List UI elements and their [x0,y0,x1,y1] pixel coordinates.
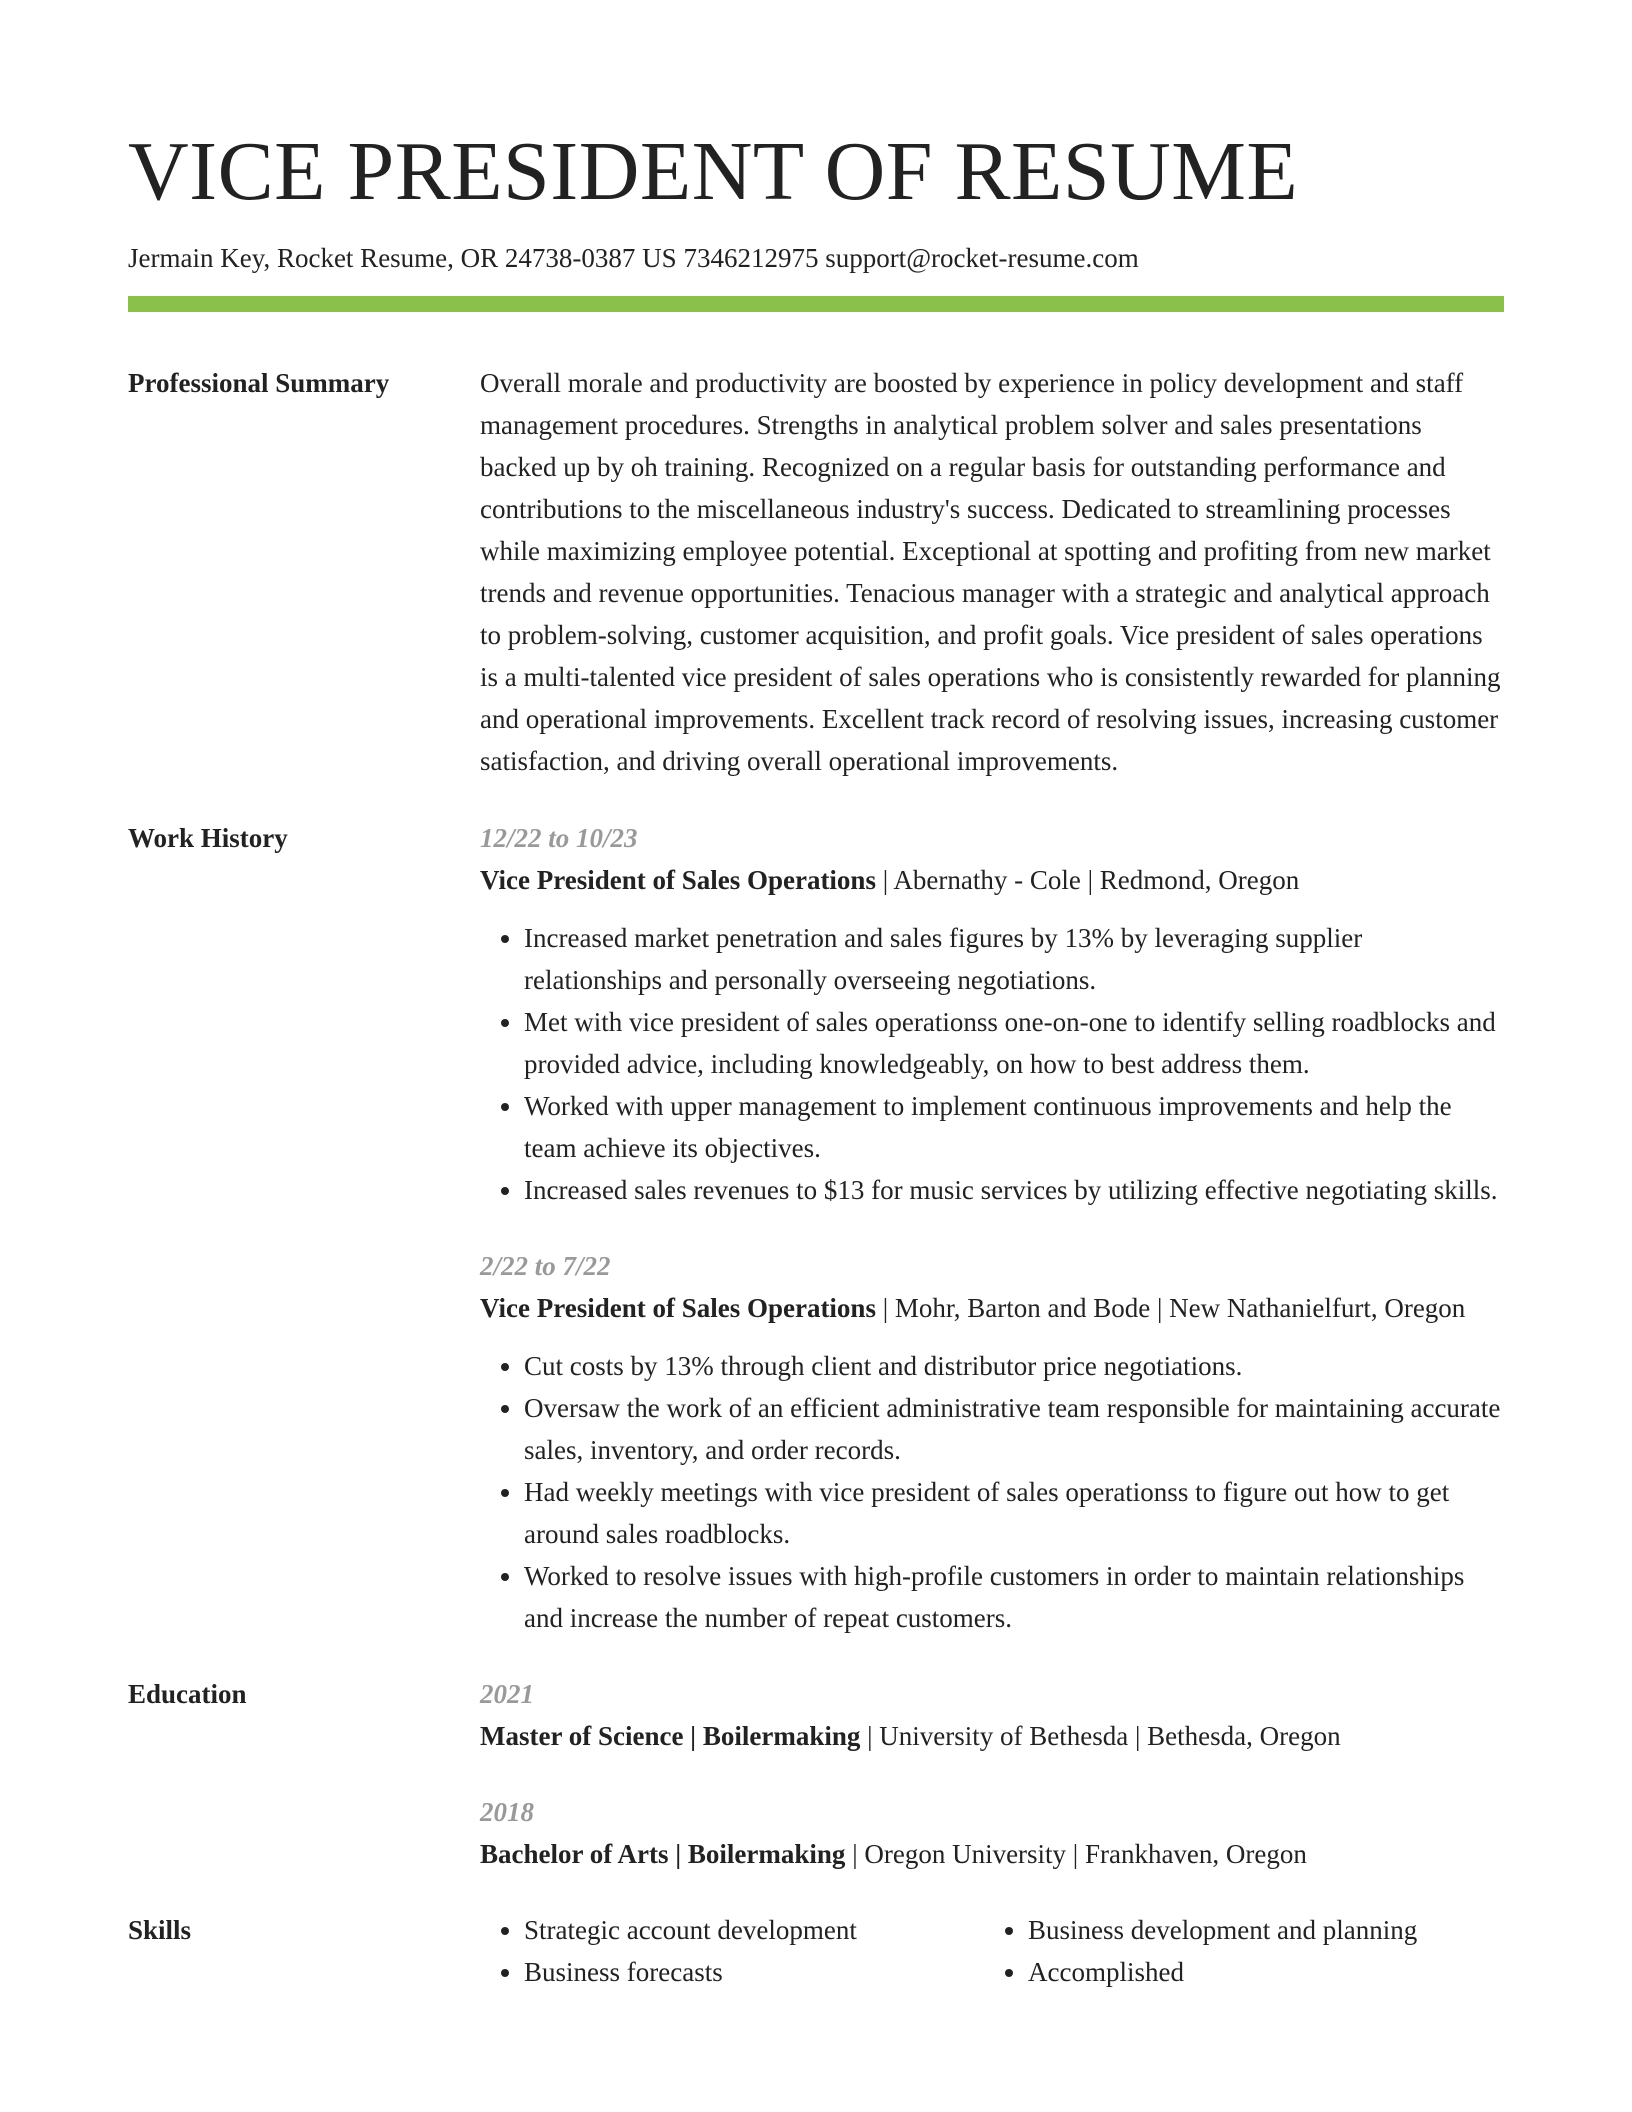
resume-title: VICE PRESIDENT OF RESUME [128,125,1299,218]
degree-details: | Oregon University | Frankhaven, Oregon [845,1839,1307,1869]
degree-entry [480,1791,1504,1875]
contact-line [128,240,1504,276]
education-section [128,1673,1504,1875]
degree-line [480,1833,1504,1875]
degree-entry [480,1673,1504,1757]
header-accent-rule [128,296,1504,312]
degree-title: Master of Science | Boilermaking [480,1721,861,1751]
job-title: Vice President of Sales Operations [480,865,876,895]
list-item: • Worked with upper management to implement continuous improvements and help the team achieve its objectives. [524,1085,1504,1169]
list-item: • Strategic account development [524,1909,984,1951]
summary-text: Overall morale and productivity are boosted by experience in policy development and staff management procedures. Strengths in analytical problem solver and sales presentations backed up by oh training. Recognized on a regular basis for outstanding performance and contributions to the miscellaneous industry's success. Dedicated to streamlining processes while maximizing employee potential. Exceptional at spotting and profiting from new market trends and revenue opportunities. Tenacious manager with a strategic and analytical approach to problem-solving, customer acquisition, and profit goals. Vice president of sales operations is a multi-talented vice president of sales operations who is consistently rewarded for planning and operational improvements. Excellent track record of resolving issues, increasing customer satisfaction, and driving overall operational improvements. [480,368,1501,776]
list-item: • Business forecasts [524,1951,984,1993]
education-label: Education [128,1679,247,1709]
education-body [480,1673,1504,1875]
job-dates: 2/22 to 7/22 [480,1251,611,1281]
job-bullets [480,917,1504,1211]
job-entry [480,1245,1504,1639]
job-details: | Abernathy - Cole | Redmond, Oregon [875,865,1300,895]
list-item: • Cut costs by 13% through client and distributor price negotiations. [524,1345,1504,1387]
degree-title: Bachelor of Arts | Boilermaking [480,1839,846,1869]
degree-details: | University of Bethesda | Bethesda, Oregon [860,1721,1341,1751]
work-history-section [128,817,1504,1639]
skills-label: Skills [128,1915,192,1945]
job-title: Vice President of Sales Operations [480,1293,876,1323]
summary-label: Professional Summary [128,368,390,398]
work-history-body [480,817,1504,1639]
job-title-line [480,1287,1504,1329]
work-history-label: Work History [128,823,288,853]
list-item: • Business development and planning [1028,1909,1488,1951]
skills-grid [480,1909,1504,1993]
resume-page [128,0,1504,1993]
list-item: • Accomplished [1028,1951,1488,1993]
degree-year: 2018 [480,1797,534,1827]
contact-state-zip: OR 24738-0387 [460,243,636,273]
job-title-line [480,859,1504,901]
contact-country: US [642,243,677,273]
degree-line [480,1715,1504,1757]
list-item: • Worked to resolve issues with high-profile customers in order to maintain relationships and increase the number of repeat customers. [524,1555,1504,1639]
list-item: • Had weekly meetings with vice president of sales operationss to figure out how to get around sales roadblocks. [524,1471,1504,1555]
summary-section [128,362,1504,782]
contact-phone: 7346212975 [683,243,819,273]
job-dates: 12/22 to 10/23 [480,823,638,853]
list-item: • Oversaw the work of an efficient administrative team responsible for maintaining accurate sales, inventory, and order records. [524,1387,1504,1471]
contact-person: Jermain Key, [128,243,271,273]
list-item: • Met with vice president of sales operationss one-on-one to identify selling roadblocks and provided advice, including knowledgeably, on how to best address them. [524,1001,1504,1085]
job-bullets [480,1345,1504,1639]
job-entry [480,817,1504,1211]
contact-email: support@rocket-resume.com [825,243,1139,273]
contact-company: Rocket Resume, [276,243,454,273]
skills-column-right [984,1909,1488,1993]
job-details: | Mohr, Barton and Bode | New Nathanielfurt, Oregon [875,1293,1466,1323]
skills-column-left [480,1909,984,1993]
list-item: • Increased market penetration and sales figures by 13% by leveraging supplier relationships and personally overseeing negotiations. [524,917,1504,1001]
degree-year: 2021 [480,1679,534,1709]
list-item: • Increased sales revenues to $13 for music services by utilizing effective negotiating skills. [524,1169,1504,1211]
skills-section [128,1909,1504,1993]
